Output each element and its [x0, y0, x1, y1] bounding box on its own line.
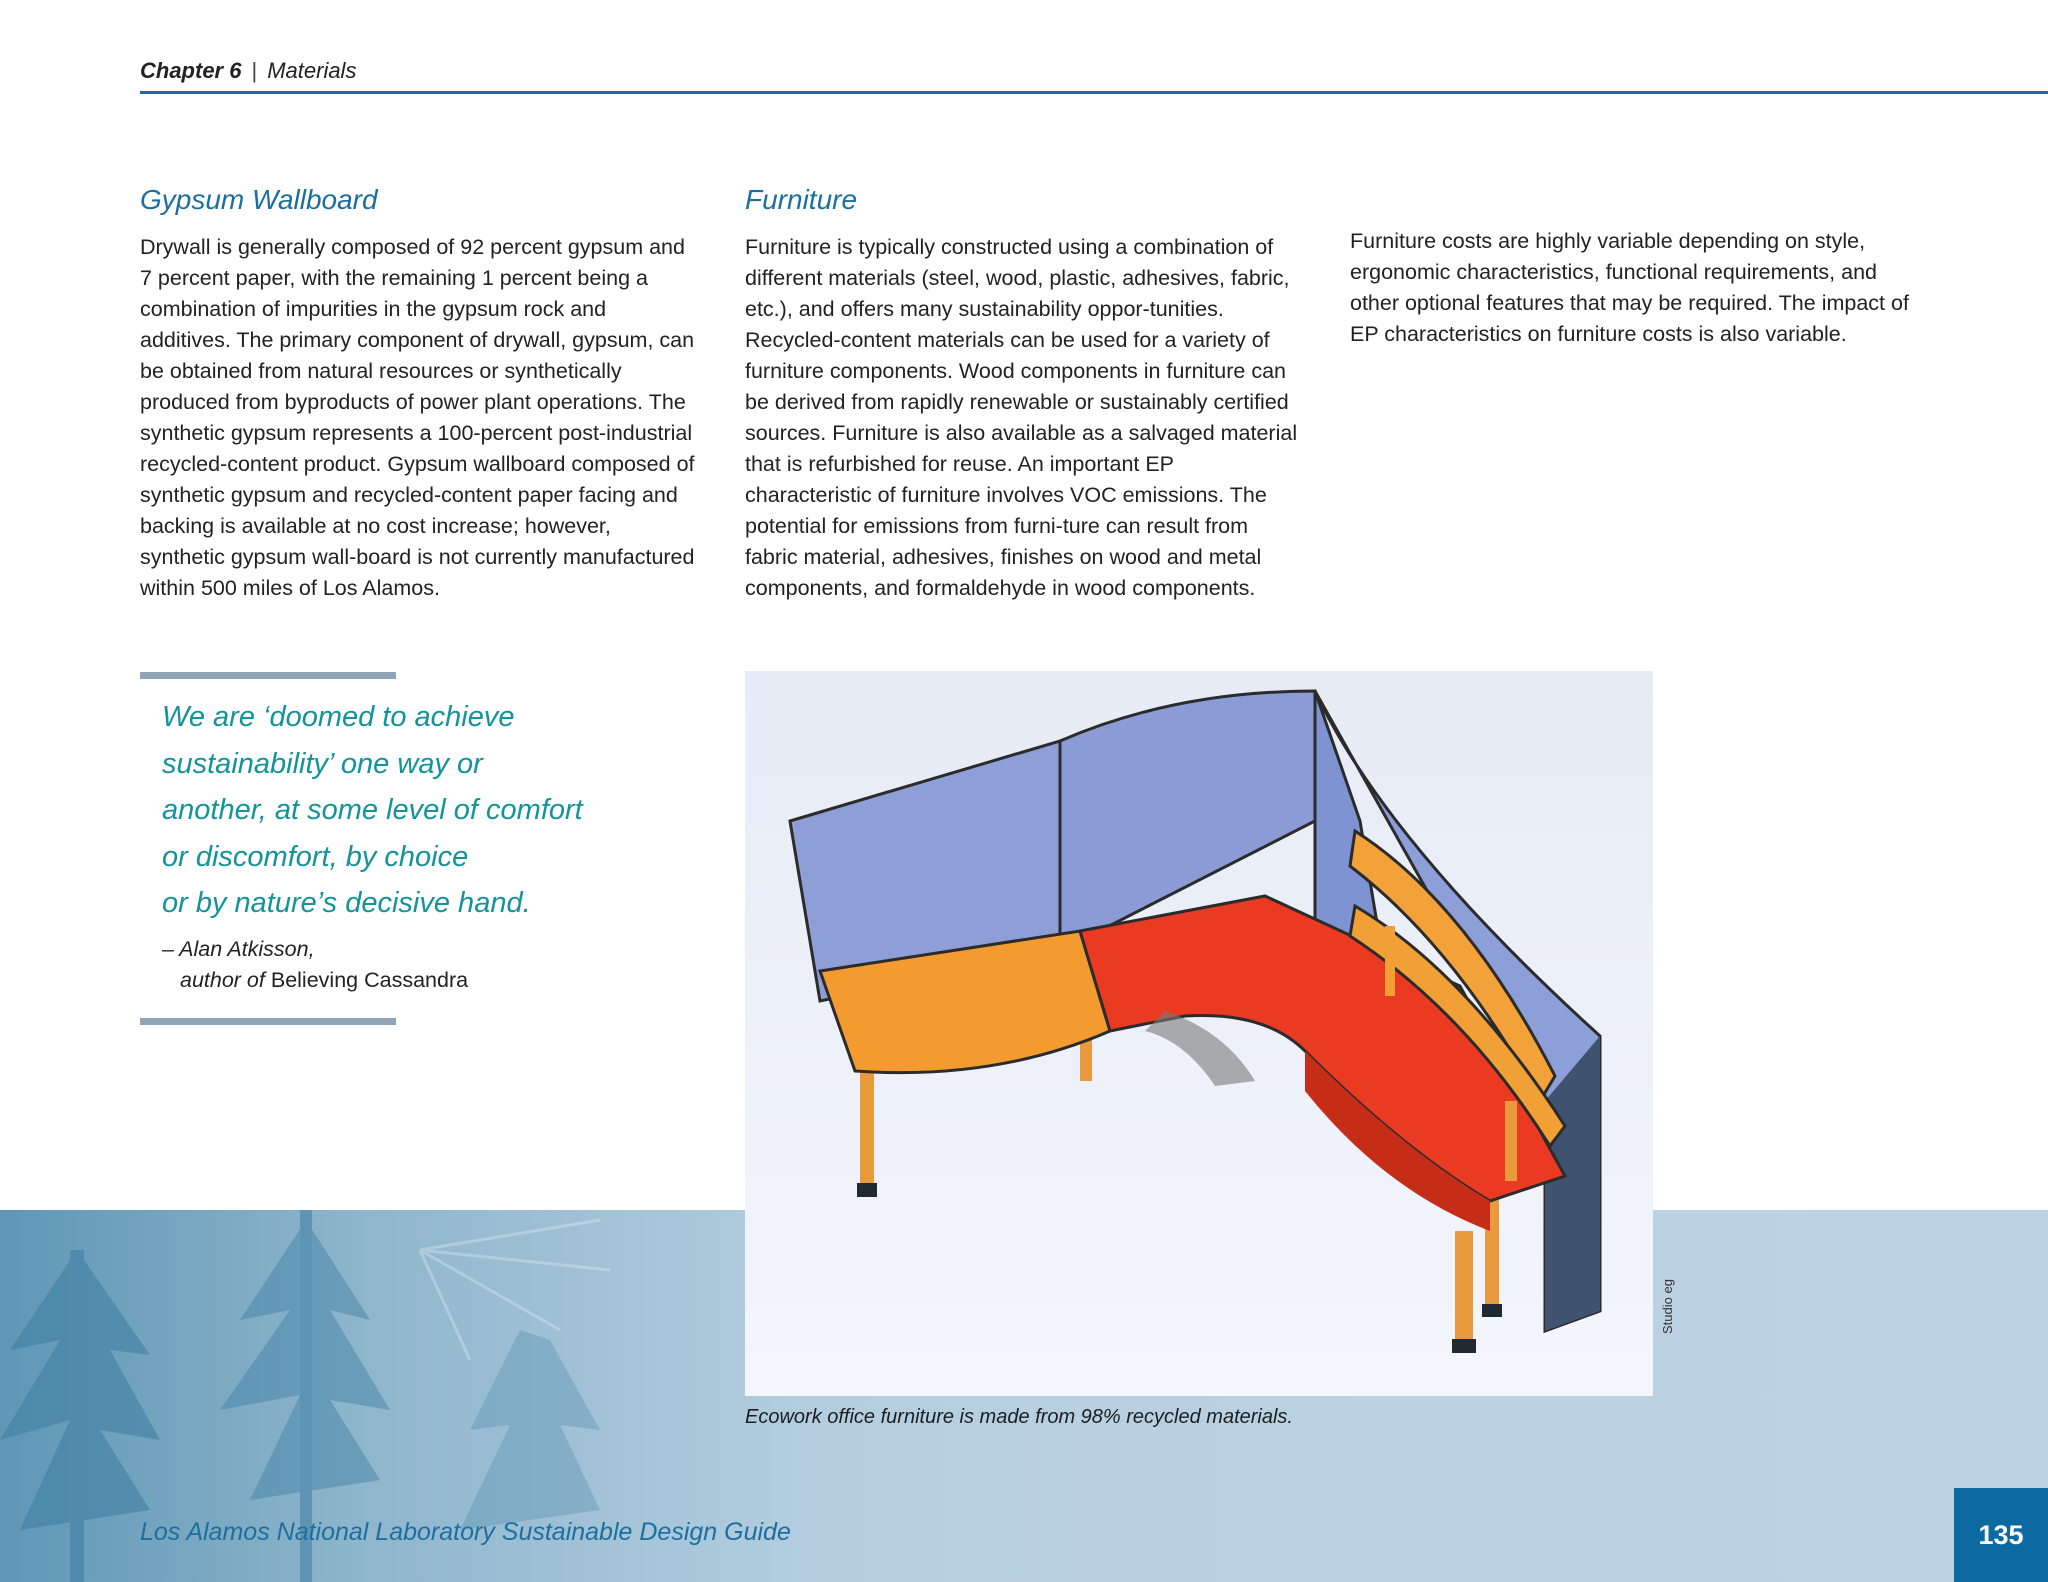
furniture-body: Furniture is typically constructed using a combination of different materials (steel, wood, plastic, adhesives, fabric, etc.), and offers many sustainability oppor-tunities. Recycled-content materials can be used for a variety of furniture components. Wood components in furniture can be derived from rapidly renewable or sustainably certified sources. Furniture is also available as a salvaged material that is refurbished for reuse. An important EP characteristic of furniture involves VOC emissions. The potential for emissions from furni-ture can result from fabric material, adhesives, finishes on wood and metal components, and formaldehyde in wood components. — [745, 235, 1298, 600]
chapter-label: Chapter 6 — [140, 58, 242, 83]
section-label: Materials — [267, 58, 357, 83]
furniture-photo — [745, 671, 1653, 1396]
gypsum-body: Drywall is generally composed of 92 percent gypsum and 7 percent paper, with the remaining 1 percent being a combination of impurities in the gypsum rock and additives. The primary component of drywall, gypsum, can be obtained from natural resources or synthetically produced from byproducts of power plant operations. The synthetic gypsum represents a 100-percent post-industrial recycled-content product. Gypsum wallboard composed of synthetic gypsum and recycled-content paper facing and backing is available at no cost increase; however, synthetic gypsum wall-board is not currently manufactured within 500 miles of Los Alamos. — [140, 235, 695, 600]
quote-line: We are ‘doomed to achieve — [162, 701, 515, 733]
quote-rule-top — [140, 672, 396, 679]
photo-credit: Studio eg — [1660, 1279, 1675, 1334]
header-rule — [140, 91, 2048, 94]
page-number-badge: 135 — [1954, 1488, 2048, 1582]
quote-line: or discomfort, by choice — [162, 840, 469, 873]
office-desk-image — [745, 671, 1653, 1396]
pull-quote — [162, 694, 662, 927]
quote-line: another, at some level of comfort — [162, 794, 583, 826]
header-separator: | — [251, 58, 258, 83]
quote-line: sustainability’ one way or — [162, 747, 483, 780]
quote-line: or by nature’s decisive hand. — [162, 887, 531, 919]
gypsum-section — [140, 180, 700, 604]
attribution-work: Believing Cassandra — [270, 968, 469, 992]
gypsum-heading: Gypsum Wallboard — [140, 184, 378, 215]
furniture-section-continued — [1350, 226, 1910, 350]
quote-rule-bottom — [140, 1018, 396, 1025]
quote-attribution — [162, 934, 468, 996]
furniture-heading: Furniture — [745, 184, 858, 215]
attribution-role: author of — [180, 968, 265, 992]
footer-title: Los Alamos National Laboratory Sustainable Design Guide — [140, 1518, 791, 1546]
furniture-body-continued: Furniture costs are highly variable depending on style, ergonomic characteristics, functional requirements, and other optional features that may be required. The impact of EP characteristics on furniture costs is also variable. — [1350, 229, 1909, 346]
furniture-section — [745, 180, 1305, 604]
figure-caption: Ecowork office furniture is made from 98% recycled materials. — [745, 1406, 1293, 1428]
attribution-name: – Alan Atkisson, — [162, 937, 315, 961]
running-header — [140, 58, 356, 84]
